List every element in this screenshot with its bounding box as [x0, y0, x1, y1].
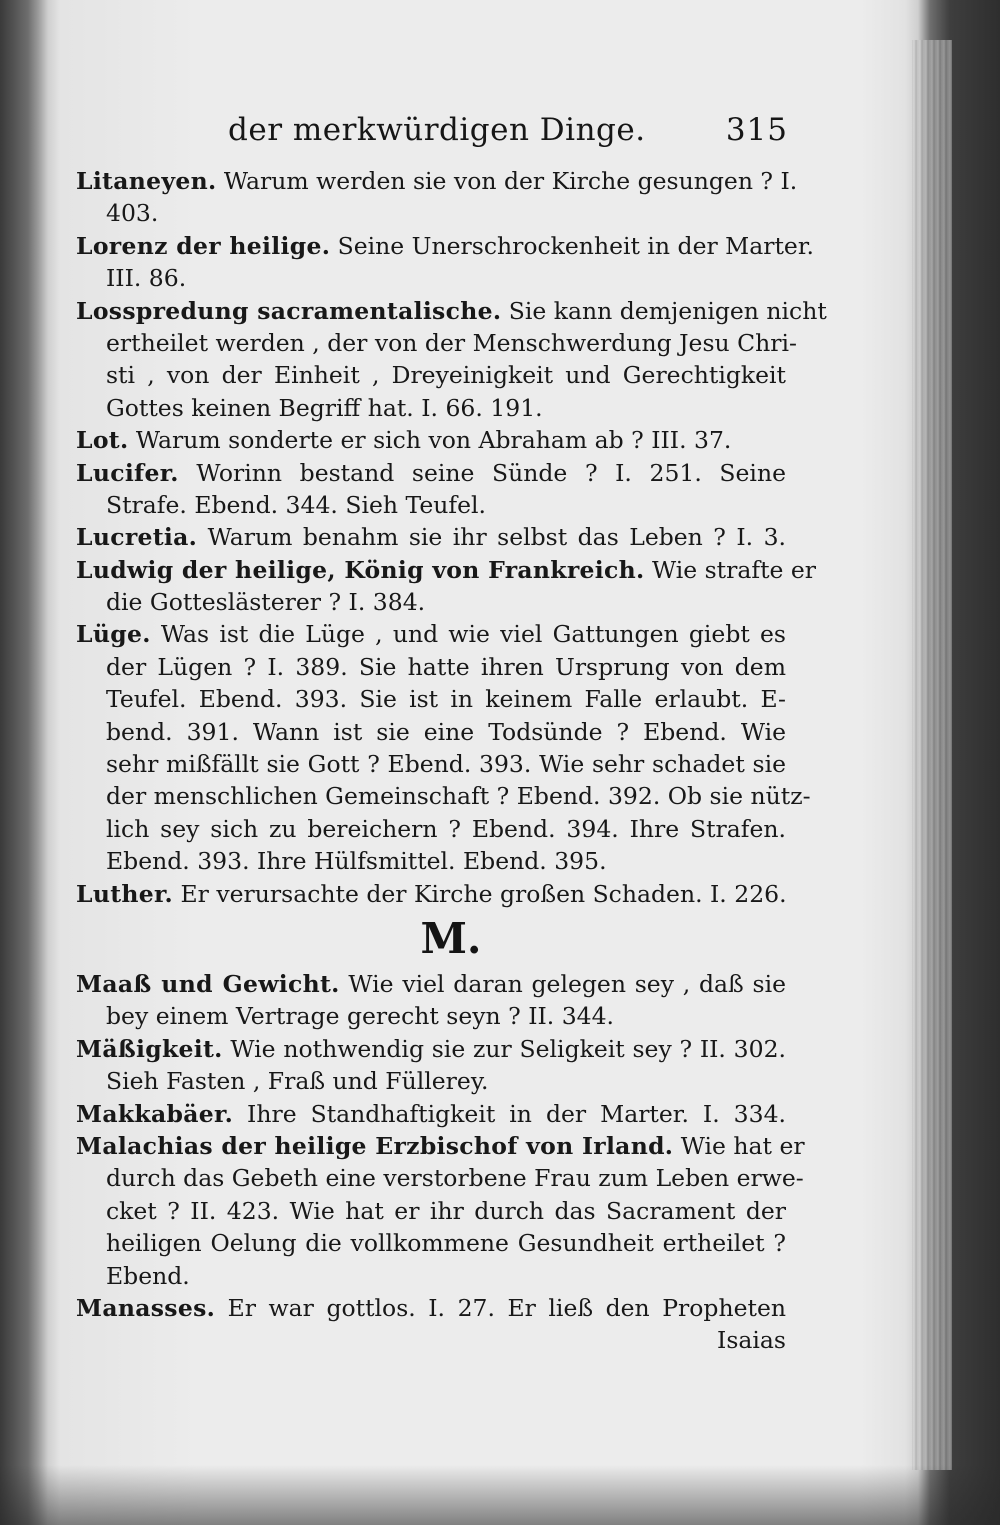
index-line [76, 716, 786, 748]
page-header [228, 112, 788, 156]
index-text: Ebend. 393. Ihre Hülfsmittel. Ebend. 395. [106, 847, 607, 876]
section-letter-heading: M. [420, 913, 482, 963]
index-line [76, 1033, 786, 1065]
index-line [76, 521, 786, 553]
index-keyword: Lorenz der heilige. [76, 231, 331, 260]
index-text: Isaias [717, 1326, 786, 1355]
index-line [76, 683, 786, 715]
index-text: Wie viel daran gelegen sey , daß sie [339, 969, 786, 998]
index-line [76, 748, 786, 780]
index-line [76, 813, 786, 845]
index-text: Wie strafte er [644, 555, 817, 584]
index-line [76, 1065, 786, 1097]
index-keyword: Lüge. [76, 620, 151, 649]
index-line [76, 1162, 804, 1194]
index-entries [76, 165, 827, 1357]
index-text: cket ? II. 423. Wie hat er ihr durch das Sacrament der [106, 1196, 786, 1225]
index-line [76, 1195, 786, 1227]
page-edges [912, 40, 952, 1470]
index-line [76, 780, 811, 812]
index-text: Sieh Fasten , Fraß und Füllerey. [106, 1067, 489, 1096]
index-line [76, 586, 786, 618]
index-keyword: Maaß und Gewicht. [76, 969, 340, 998]
index-text: Warum benahm sie ihr selbst das Leben ? I. 3. [197, 523, 786, 552]
index-text: lich sey sich zu bereichern ? Ebend. 394. Ihre Strafen. [106, 814, 786, 843]
index-text: Worinn bestand seine Sünde ? I. 251. Seine [178, 458, 786, 487]
index-text: bey einem Vertrage gerecht seyn ? II. 344. [106, 1002, 615, 1031]
index-text: 403. [106, 199, 159, 228]
index-line [76, 968, 786, 1000]
index-text: Er verursachte der Kirche großen Schaden. I. 226. [173, 879, 787, 908]
index-keyword: Manasses. [76, 1293, 216, 1322]
index-line [76, 165, 798, 197]
index-text: Warum werden sie von der Kirche gesungen ? I. [216, 167, 798, 195]
index-text: Gottes keinen Begriff hat. I. 66. 191. [106, 393, 543, 422]
index-keyword: Makkabäer. [76, 1099, 234, 1128]
index-text: durch das Gebeth eine verstorbene Frau zum Leben erwe- [106, 1164, 804, 1193]
index-line [76, 878, 786, 910]
index-text: Wie hat er [673, 1131, 805, 1160]
index-text: Seine Unerschrockenheit in der Marter. [330, 231, 814, 260]
index-line [76, 651, 786, 683]
index-text: die Gotteslästerer ? I. 384. [106, 588, 426, 617]
index-text: Warum sonderte er sich von Abraham ab ? III. 37. [128, 426, 732, 455]
index-keyword: Mäßigkeit. [76, 1034, 223, 1063]
index-keyword: Luther. [76, 879, 174, 908]
index-line [76, 1130, 805, 1162]
index-line [76, 327, 797, 359]
index-keyword: Malachias der heilige Erzbischof von Irland. [76, 1131, 674, 1160]
index-keyword: Lucifer. [76, 458, 179, 487]
page-shadow [0, 1465, 1000, 1525]
index-text: Ihre Standhaftigkeit in der Marter. I. 334. [233, 1099, 786, 1128]
index-text: heiligen Oelung die vollkommene Gesundheit ertheilet ? [106, 1229, 786, 1258]
index-text: sehr mißfällt sie Gott ? Ebend. 393. Wie sehr schadet sie [106, 750, 786, 779]
index-line [76, 618, 786, 650]
index-text: ertheilet werden , der von der Menschwerdung Jesu Chri- [106, 328, 797, 357]
index-line [76, 392, 786, 424]
index-line [76, 1292, 786, 1324]
index-line [76, 1227, 786, 1259]
index-keyword: Lucretia. [76, 523, 198, 552]
page-number: 315 [725, 112, 788, 148]
index-text: Er war gottlos. I. 27. Er ließ den Propheten [215, 1293, 786, 1322]
entries-letter-m [76, 968, 805, 1357]
index-line [76, 295, 827, 327]
index-text: Sie kann demjenigen nicht [501, 296, 827, 325]
index-line [76, 230, 814, 262]
index-line [76, 424, 786, 456]
index-line [76, 489, 786, 521]
index-keyword: Ludwig der heilige, König von Frankreich. [76, 555, 645, 584]
index-text: Teufel. Ebend. 393. Sie ist in keinem Falle erlaubt. E- [106, 685, 786, 714]
index-text: bend. 391. Wann ist sie eine Todsünde ? Ebend. Wie [106, 717, 786, 746]
index-keyword: Lot. [76, 426, 129, 455]
index-line [76, 457, 786, 489]
index-line [76, 845, 786, 877]
index-keyword: Litaneyen. [76, 167, 217, 195]
index-text: Wie nothwendig sie zur Seligkeit sey ? II. 302. [222, 1034, 786, 1063]
running-title: der merkwürdigen Dinge. [228, 112, 646, 148]
index-text: Was ist die Lüge , und wie viel Gattungen giebt es [150, 620, 786, 649]
index-text: Strafe. Ebend. 344. Sieh Teufel. [106, 490, 486, 519]
index-text: der Lügen ? I. 389. Sie hatte ihren Ursprung von dem [106, 652, 786, 681]
index-line [76, 1000, 786, 1032]
index-line [76, 1324, 786, 1356]
index-line [76, 359, 786, 391]
index-line [76, 197, 786, 229]
index-text: sti , von der Einheit , Dreyeinigkeit und Gerechtigkeit [106, 361, 786, 390]
index-line [76, 1260, 786, 1292]
index-text: der menschlichen Gemeinschaft ? Ebend. 392. Ob sie nütz- [106, 782, 811, 811]
index-keyword: Losspredung sacramentalische. [76, 296, 502, 325]
entries-letter-l [76, 165, 827, 910]
index-line [76, 554, 817, 586]
index-text: Ebend. [106, 1261, 190, 1290]
index-line [76, 262, 786, 294]
index-text: III. 86. [106, 264, 187, 293]
index-line [76, 1098, 786, 1130]
